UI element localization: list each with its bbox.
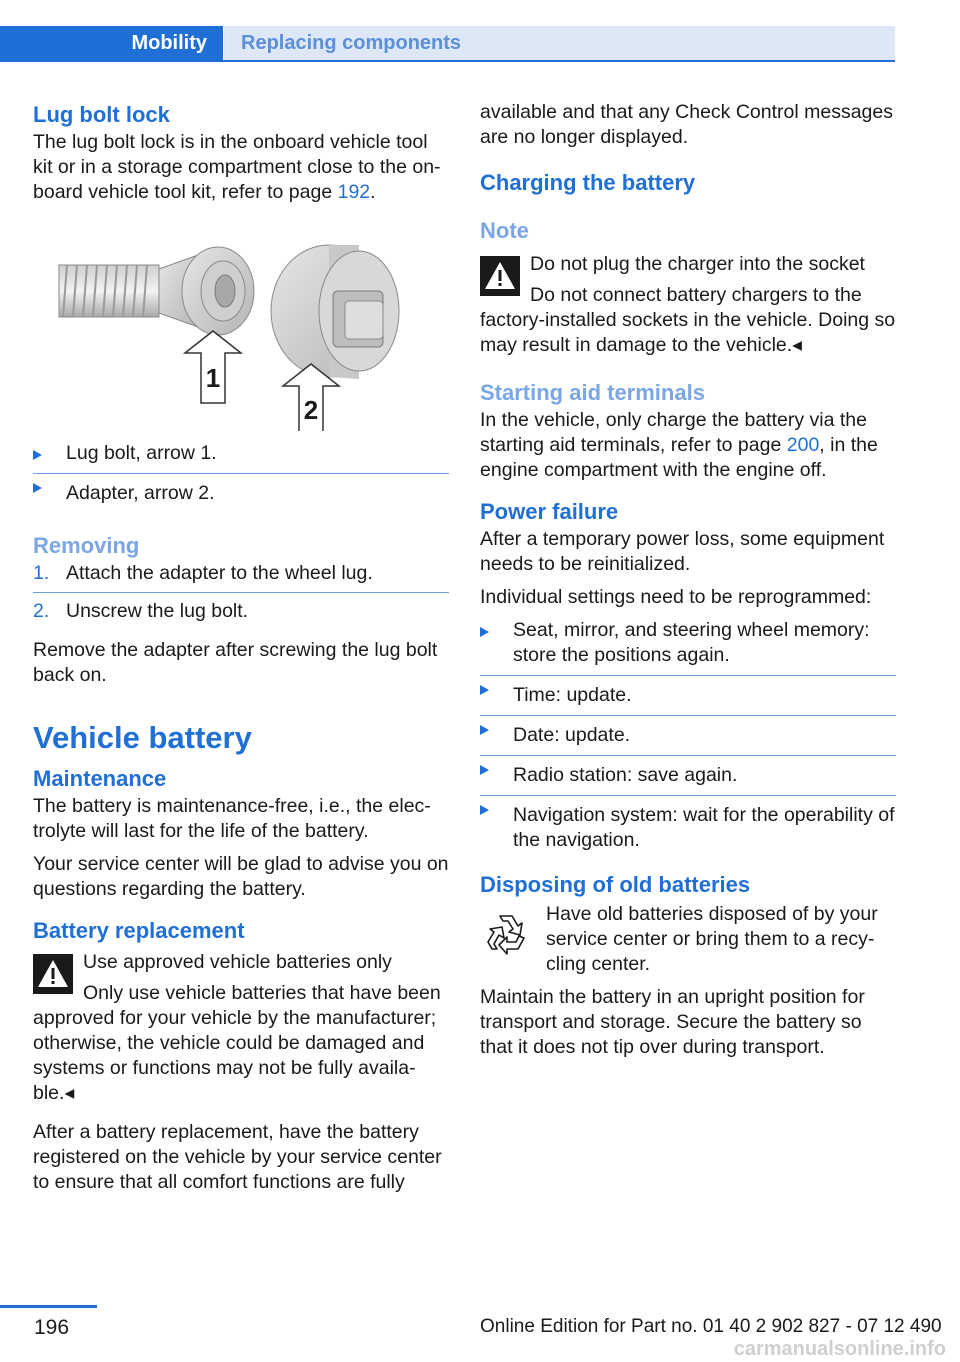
triangle-bullet-icon [480, 765, 489, 775]
replacement-warning [33, 950, 449, 975]
list-item: Lug bolt, arrow 1. [33, 441, 449, 473]
page-link-200[interactable]: 200 [786, 434, 820, 456]
power-failure-text-1: After a temporary power loss, some equipment needs to be reinitialized. [480, 528, 885, 575]
removing-note: Remove the adapter after screwing the lug bolt back on. [33, 639, 438, 686]
lug-bolt-lock-text: The lug bolt lock is in the onboard vehicle tool kit or in a storage compartment close to the on‐board vehicle tool kit, refer to page 192. [33, 131, 441, 203]
note-heading: Note [480, 218, 529, 243]
disposing-text: Have old batteries disposed of by your service center or bring them to a recy‐cling center. [546, 903, 878, 975]
continued-text: available and that any Check Control messages are no longer displayed. [480, 101, 893, 148]
list-item: Navigation system: wait for the operability of the navigation. [480, 795, 896, 860]
list-item: 2. Unscrew the lug bolt. [33, 592, 449, 630]
maintenance-text-2: Your service center will be glad to advise you on questions regarding the battery. [33, 853, 449, 900]
warning-triangle-icon [33, 954, 73, 994]
list-item: 1. Attach the adapter to the wheel lug. [33, 562, 373, 584]
triangle-bullet-icon [480, 627, 489, 637]
page-link-192[interactable]: 192 [337, 181, 371, 203]
disposing-heading: Disposing of old batteries [480, 872, 751, 897]
charging-heading: Charging the battery [480, 170, 696, 195]
header-rule [0, 60, 895, 62]
disposing-text-2: Maintain the battery in an upright position for transport and storage. Secure the battery so that it does not tip over during transport. [480, 986, 865, 1058]
triangle-bullet-icon [33, 483, 42, 493]
charger-warning-text: Do not connect battery chargers to the factory-installed sockets in the vehicle. Doing so may result in damage to the vehicle.◂ [480, 284, 896, 356]
vehicle-battery-heading: Vehicle battery [33, 720, 252, 755]
removing-steps [33, 561, 449, 630]
left-column [33, 100, 449, 1203]
charger-warning [480, 252, 896, 277]
starting-aid-heading: Starting aid terminals [480, 380, 705, 405]
list-item: Time: update. [480, 675, 896, 715]
edition-text: Online Edition for Part no. 01 40 2 902 827 - 07 12 490 [480, 1316, 942, 1337]
triangle-bullet-icon [480, 685, 489, 695]
reprogram-list [480, 618, 896, 860]
battery-replacement-heading: Battery replacement [33, 918, 245, 943]
header-section-tab: Mobility [0, 26, 223, 60]
triangle-bullet-icon [480, 725, 489, 735]
list-item: Date: update. [480, 715, 896, 755]
watermark: carmanualsonline.info [733, 1338, 946, 1360]
lug-bolt-lock-heading: Lug bolt lock [33, 102, 170, 127]
list-item: Radio station: save again. [480, 755, 896, 795]
maintenance-heading: Maintenance [33, 766, 167, 791]
warning-triangle-icon [480, 256, 520, 296]
figure-label-2: 2 [303, 395, 319, 425]
lug-bolt-illustration [33, 231, 449, 431]
page-header [0, 26, 895, 60]
figure-label-1: 1 [205, 363, 221, 393]
list-item: Seat, mirror, and steering wheel memory: store the positions again. [480, 618, 896, 675]
lug-bolt-figure [33, 231, 449, 431]
right-column [480, 100, 896, 1068]
removing-heading: Removing [33, 533, 140, 558]
header-chapter-tab: Replacing components [224, 26, 895, 60]
footer-rule [0, 1305, 97, 1308]
replacement-warning-text: Only use vehicle batteries that have been approved for your vehicle by the manufacturer; otherwise, the vehicle could be damaged and systems or functions may not be fully availa‐ble.◂ [33, 982, 441, 1104]
after-replacement-text: After a battery replacement, have the battery registered on the vehicle by your service center to ensure that all comfort functions are fully [33, 1121, 442, 1193]
replacement-warning-title: Use approved vehicle batteries only [83, 951, 392, 973]
list-item: Adapter, arrow 2. [33, 473, 449, 513]
power-failure-text-2: Individual settings need to be reprogrammed: [480, 586, 872, 608]
triangle-bullet-icon [480, 805, 489, 815]
disposing-block [480, 902, 896, 977]
charger-warning-title: Do not plug the charger into the socket [530, 253, 865, 275]
maintenance-text-1: The battery is maintenance-free, i.e., the elec‐trolyte will last for the life of the battery. [33, 795, 431, 842]
power-failure-heading: Power failure [480, 499, 619, 524]
triangle-bullet-icon [33, 450, 42, 460]
lug-bolt-parts-list [33, 441, 449, 513]
page-number: 196 [34, 1316, 70, 1339]
starting-aid-text: In the vehicle, only charge the battery via the starting aid terminals, refer to page 200, in the engine compartment with the engine off. [480, 409, 878, 481]
recycling-icon [480, 908, 532, 960]
